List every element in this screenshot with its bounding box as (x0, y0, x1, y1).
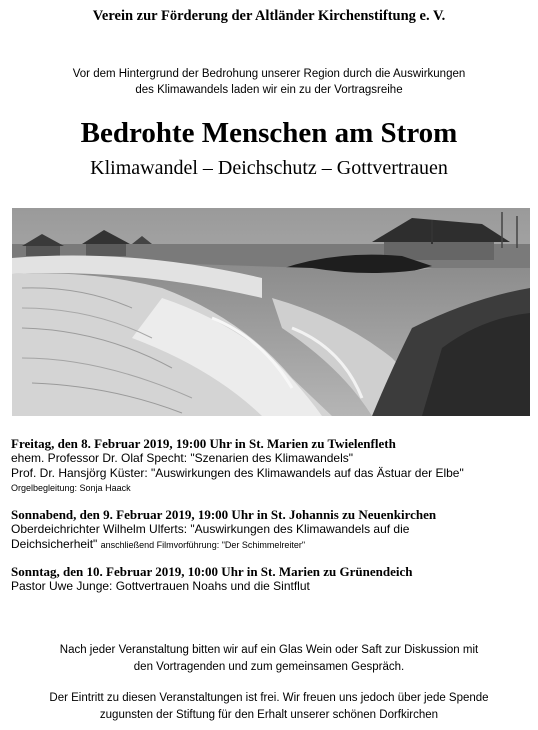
organization-name: Verein zur Förderung der Altländer Kirchenstiftung e. V. (92, 8, 446, 24)
event-note: Orgelbegleitung: Sonja Haack (11, 483, 131, 493)
closing-line: zugunsten der Stiftung für den Erhalt unserer schönen Dorfkirchen (99, 709, 439, 721)
closing-line: den Vortragenden und zum gemeinsamen Gespräch. (133, 661, 405, 673)
event-heading: Sonntag, den 10. Februar 2019, 10:00 Uhr in St. Marien zu Grünendeich (11, 564, 413, 579)
closing-line: Nach jeder Veranstaltung bitten wir auf ein Glas Wein oder Saft zur Diskussion mit (59, 644, 479, 656)
event-talk: ehem. Professor Dr. Olaf Specht: "Szenarien des Klimawandels" (11, 451, 354, 465)
event-talk: Pastor Uwe Junge: Gottvertrauen Noahs und die Sintflut (11, 579, 310, 593)
intro-line: Vor dem Hintergrund der Bedrohung unserer Region durch die Auswirkungen (72, 68, 466, 80)
event-talk: Prof. Dr. Hansjörg Küster: "Auswirkungen des Klimawandels auf das Ästuar der Elbe" (11, 466, 464, 480)
intro-line: des Klimawandels laden wir ein zu der Vortragsreihe (135, 84, 403, 96)
closing-invitation (10, 642, 528, 676)
event-heading: Freitag, den 8. Februar 2019, 19:00 Uhr in St. Marien zu Twielenfleth (11, 436, 396, 451)
page-title: Bedrohte Menschen am Strom (80, 117, 458, 149)
event-talk: Oberdeichrichter Wilhelm Ulferts: "Auswirkungen des Klimawandels auf die (11, 522, 410, 536)
event-item (11, 507, 531, 553)
event-item (11, 436, 531, 496)
closing-donation (10, 690, 528, 724)
flood-dike-illustration (12, 208, 530, 416)
page-subtitle: Klimawandel – Deichschutz – Gottvertrauen (90, 157, 448, 179)
event-note: anschließend Filmvorführung: "Der Schimmelreiter" (100, 540, 306, 550)
closing-line: Der Eintritt zu diesen Veranstaltungen ist frei. Wir freuen uns jedoch über jede Spende (49, 692, 489, 704)
event-heading: Sonnabend, den 9. Februar 2019, 19:00 Uhr in St. Johannis zu Neuenkirchen (11, 507, 437, 522)
event-item (11, 564, 531, 594)
event-list (11, 436, 531, 605)
flood-dike-photo (12, 208, 530, 416)
intro-text (30, 66, 508, 98)
event-talk (11, 537, 531, 553)
event-talk-end: Deichsicherheit" (11, 537, 98, 551)
